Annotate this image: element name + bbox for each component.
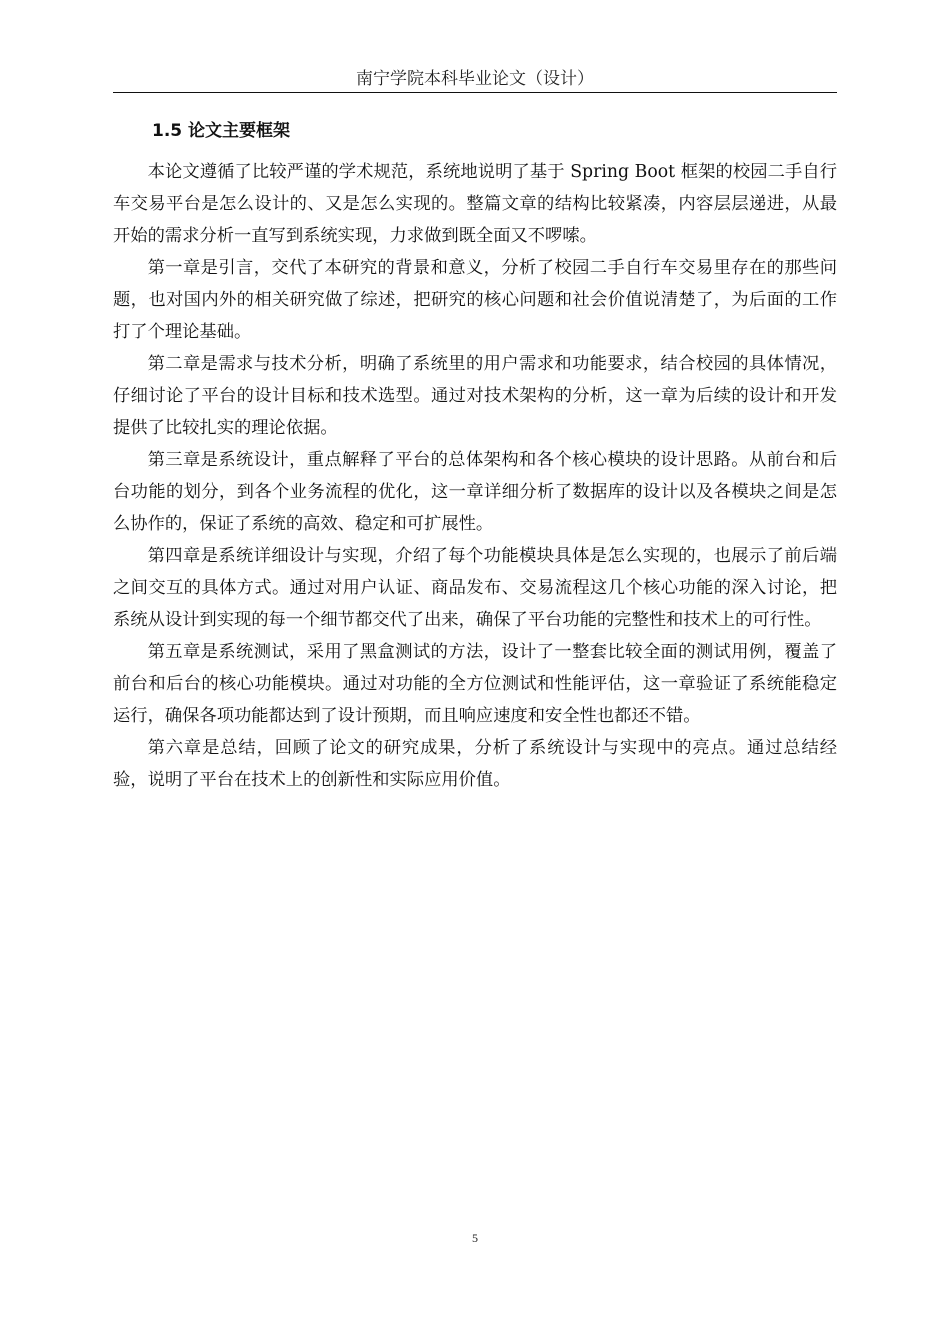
paragraph-chapter-6: 第六章是总结，回顾了论文的研究成果，分析了系统设计与实现中的亮点。通过总结经验，说明了平台在技术上的创新性和实际应用价值。 xyxy=(113,738,837,790)
paragraph-chapter-2: 第二章是需求与技术分析，明确了系统里的用户需求和功能要求，结合校园的具体情况，仔细讨论了平台的设计目标和技术选型。通过对技术架构的分析，这一章为后续的设计和开发提供了比较扎实的理论依据。 xyxy=(113,354,837,438)
paragraph-chapter-1: 第一章是引言，交代了本研究的背景和意义，分析了校园二手自行车交易里存在的那些问题，也对国内外的相关研究做了综述，把研究的核心问题和社会价值说清楚了，为后面的工作打了个理论基础。 xyxy=(113,258,837,342)
running-header: 南宁学院本科毕业论文（设计） xyxy=(356,69,594,89)
paragraph-chapter-5: 第五章是系统测试，采用了黑盒测试的方法，设计了一整套比较全面的测试用例，覆盖了前台和后台的核心功能模块。通过对功能的全方位测试和性能评估，这一章验证了系统能稳定运行，确保各项功能都达到了设计预期，而且响应速度和安全性也都还不错。 xyxy=(113,642,837,726)
header-divider xyxy=(113,92,837,93)
paragraph-chapter-4: 第四章是系统详细设计与实现，介绍了每个功能模块具体是怎么实现的，也展示了前后端之间交互的具体方式。通过对用户认证、商品发布、交易流程这几个核心功能的深入讨论，把系统从设计到实现的每一个细节都交代了出来，确保了平台功能的完整性和技术上的可行性。 xyxy=(113,546,837,630)
section-heading: 1.5 论文主要框架 xyxy=(152,121,291,141)
paragraph-intro: 本论文遵循了比较严谨的学术规范，系统地说明了基于 Spring Boot 框架的校园二手自行车交易平台是怎么设计的、又是怎么实现的。整篇文章的结构比较紧凑，内容层层递进，从最开始的需求分析一直写到系统实现，力求做到既全面又不啰嗦。 xyxy=(113,162,837,246)
paragraph-chapter-3: 第三章是系统设计，重点解释了平台的总体架构和各个核心模块的设计思路。从前台和后台功能的划分，到各个业务流程的优化，这一章详细分析了数据库的设计以及各模块之间是怎么协作的，保证了系统的高效、稳定和可扩展性。 xyxy=(113,450,837,534)
page-number: 5 xyxy=(472,1231,478,1245)
body-text xyxy=(113,156,837,796)
